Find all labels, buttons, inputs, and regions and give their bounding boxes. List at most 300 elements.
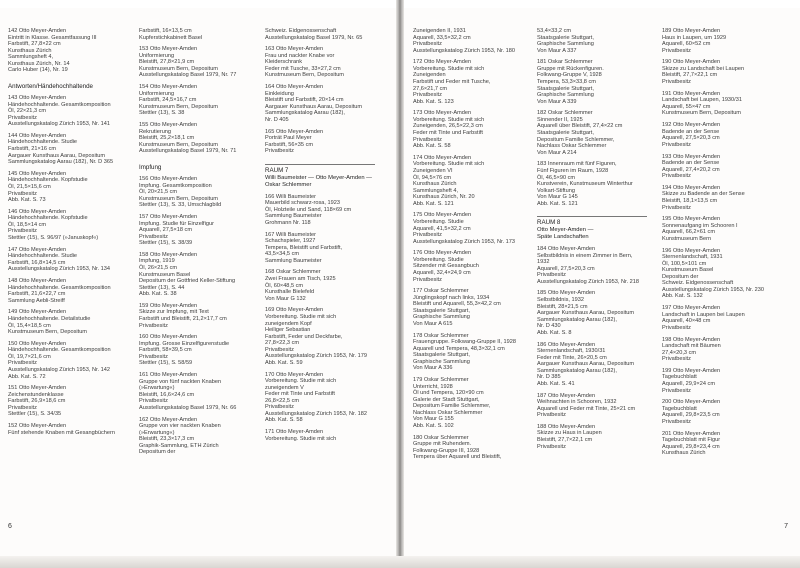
catalog-entry [265,46,381,79]
entry-line: Privatbesitz [8,190,37,197]
entry-line: Landschaft in Laupen bei Laupen [662,311,745,318]
catalog-entry [537,110,653,156]
entry-line: Privatbesitz [413,136,442,143]
entry-line: Händehochhaltende. Kopfstudie [8,215,88,222]
entry-line: Stettler (15), S. 34/35 [8,411,62,418]
entry-line: Farbstift, 21,6×22,7 cm [8,291,66,298]
catalog-entry [662,337,778,363]
entry-line: Gruppe von vier nackten Knaben [139,423,221,430]
entry-line: Stettler (13), S. 33, Umschlagbild [139,202,222,209]
entry-line: Sammlungsheft 4, [413,187,459,194]
entry-line: 43,5×34,5 cm [265,251,300,258]
entry-line: Kunsthaus Zürich [662,450,706,457]
entry-line: Kunstmuseum Bern, Depositum [662,110,741,117]
catalog-entry [413,155,529,207]
entry-line: Sammlungskatalog Aarau (182), [537,367,617,374]
entry-line: Öl, 21,5×15,6 cm [8,183,51,190]
entry-line: Fünf Figuren im Raum, 1928 [537,167,609,174]
entry-line: Sammlungskatalog Aarau (182), Nr. D 365 [8,159,114,166]
entry-line: Zuneigenden [413,72,446,79]
entry-line-first: 183 Innenraum mit fünf Figuren, [537,161,617,168]
entry-line-first: 151 Otto Meyer-Amden [8,385,67,392]
entry-line-first: 197 Otto Meyer-Amden [662,305,721,312]
entry-line: Badende an der Sense [662,128,720,135]
entry-line: Sitzender mit Gesangbuch [413,263,479,270]
entry-line-first: 185 Otto Meyer-Amden [537,290,596,297]
entry-line: Sammlung Baumeister [265,257,322,264]
catalog-entry [139,28,255,41]
catalog-entry [8,247,124,273]
entry-line: Bleistift, 27,7×22,1 cm [537,436,593,443]
entry-line: Vorbereitung. Studie mit sich [265,435,337,442]
entry-line: Privatbesitz [662,141,691,148]
catalog-entry [537,342,653,388]
entry-line: Privatbesitz [662,204,691,211]
entry-line: Kunsthaus Zürich [413,181,457,188]
entry-line: Bleistift, 18,1×13,5 cm [662,197,718,204]
entry-line: Farbstift und Feder mit Tusche, [413,79,491,86]
entry-line: Badende an der Sense [662,160,720,167]
entry-line: Tagebuchblatt [662,405,697,412]
entry-line: Aquarell, 29,8×23,4 cm [662,443,720,450]
entry-line: Aargauer Kunsthaus Aarau, Depositum [265,103,363,110]
entry-line: Kunstmuseum Bern, Depositum [139,141,218,148]
entry-line: Kunstmuseum Bern, Depositum [139,103,218,110]
entry-line-first: 196 Otto Meyer-Amden [662,247,721,254]
entry-line: Tempera, 53,3×33,8 cm [537,79,596,86]
catalog-entry [662,59,778,85]
entry-line: Privatbesitz [662,356,691,363]
entry-line: Galerie der Stadt Stuttgart, [413,396,480,403]
catalog-entry [537,290,653,336]
entry-line: Privatbesitz [662,418,691,425]
entry-line-first: Zuneigenden II, 1931 [413,28,466,34]
entry-line: Aquarell, 66,2×61 cm [662,229,716,236]
catalog-entry [413,250,529,283]
entry-line-first: 156 Otto Meyer-Amden [139,176,198,183]
entry-line-first: 165 Otto Meyer-Amden [265,128,324,135]
entry-line-first: 145 Otto Meyer-Amden [8,170,67,177]
catalog-entry [139,417,255,456]
entry-line-first: 190 Otto Meyer-Amden [662,59,721,66]
entry-line: Abb. Kat. S. 72 [8,373,46,380]
entry-line: Nachlass Oskar Schlemmer [413,409,483,416]
entry-line: Farbstift, 26,9×18,6 cm [8,398,66,405]
catalog-entry [139,372,255,411]
catalog-entry [139,334,255,367]
catalog-entry [413,288,529,327]
entry-line: Öl, 60×48,5 cm [265,282,304,289]
entry-line: Folkwang-Gruppe V, 1928 [537,72,602,79]
entry-line: Kunstmuseum Bern, Depositum [139,65,218,72]
entry-line: zuneigendem V [265,384,304,391]
entry-line: Aquarell, 29,9×24 cm [662,381,716,388]
catalog-entry [413,435,529,461]
entry-line: Privatbesitz [662,79,691,86]
entry-line: Händehochhaltende. Gesamtkomposition [8,284,111,291]
catalog-entry [662,305,778,331]
entry-line: Ausstellungskatalog Zürich 1953, Nr. 218 [537,278,639,285]
entry-line-first: 166 Willi Baumeister [265,193,316,200]
entry-line: Öl, 22×21,3 cm [8,108,47,115]
catalog-entry [662,216,778,242]
entry-line: Uniformierung [139,52,175,59]
room-subtitle [537,227,653,241]
entry-line: Frau und nackter Knabe vor [265,52,335,59]
entry-line: 27,8×22,3 cm [265,340,300,347]
entry-line: Grohmann Nr. 118 [265,219,311,226]
entry-line: Aquarell, 27,4×20,2 cm [662,166,720,173]
entry-line: Öl, 46,5×90 cm [537,174,576,181]
entry-line: Von Maur A 615 [413,321,453,327]
page-edge [0,556,800,568]
entry-line: Nr. D 405 [265,116,289,123]
entry-line: Vorbereitung. Studie mit sich [265,378,337,385]
catalog-entry [537,393,653,419]
entry-line: Einkleidung [265,90,294,97]
entry-line: Frauengruppe. Folkwang-Gruppe II, 1928 [413,339,516,346]
entry-line: Privatbesitz [413,276,442,283]
entry-line-first: 179 Oskar Schlemmer [413,377,469,384]
entry-line-first: 163 Otto Meyer-Amden [265,46,324,53]
entry-line: Gruppe mit Rückenfiguren. [537,65,604,72]
entry-line: Feder mit Tinte, 26×20,5 cm [537,354,607,361]
entry-line: Aquarell, 40×48 cm [662,318,711,325]
entry-line: Privatbesitz [537,272,566,279]
catalog-entry [537,246,653,285]
entry-line-first: 158 Otto Meyer-Amden [139,251,198,258]
entry-line: Graphische Sammlung [537,41,594,48]
entry-line: Staatsgalerie Stuttgart, [537,85,594,92]
entry-line: Nachlass Oskar Schlemmer [537,143,607,150]
entry-line-first: 53,4×33,2 cm [537,28,572,34]
entry-line: Farbstift, 24,5×16,7 cm [139,97,197,104]
entry-line-first: 195 Otto Meyer-Amden [662,216,721,223]
entry-line: Sammlung Aebli-Streiff [8,297,65,304]
catalog-entry [413,333,529,372]
entry-line: Skizze zu Badende an der Sense [662,191,745,198]
entry-line-first: 154 Otto Meyer-Amden [139,84,198,91]
entry-line: 27,4×20,3 cm [662,349,697,356]
entry-line: Privatbesitz [265,404,294,411]
entry-line: Aargauer Kunsthaus Aarau, Depositum [8,152,106,159]
entry-line: Öl und Tempera, 120×90 cm [413,390,484,397]
entry-line: Vorbereitung. Studie mit sich [413,161,485,168]
entry-line: Kunstmuseum Bern [662,235,712,242]
entry-line: Abb. Kat. S. 8 [537,329,572,336]
entry-line: Von Maur G 155 [413,416,454,423]
entry-line: Ausstellungskatalog Zürich 1953, Nr. 142 [8,367,110,374]
entry-line: Gruppe von fünf nackten Knaben [139,378,222,385]
entry-line: Privatbesitz [139,398,168,405]
entry-line: Farbstift, 56×35 cm [265,141,314,148]
entry-line-first: 146 Otto Meyer-Amden [8,208,67,215]
entry-line-first: 186 Otto Meyer-Amden [537,341,596,348]
entry-line: 26,8×22,5 cm [265,397,300,404]
entry-line: Bleistift und Farbstift, 20×14 cm [265,97,344,104]
entry-line: Privatbesitz [537,412,566,419]
catalog-column-4 [413,28,529,466]
entry-line-first: 184 Otto Meyer-Amden [537,246,596,253]
entry-line: Tempera über Aquarell und Bleistift, [413,454,502,461]
entry-line: Privatbesitz [662,324,691,331]
entry-line: Tagebuchblatt [662,374,697,381]
entry-line: Öl, 26×21,5 cm [139,264,178,271]
room-subtitle-line: Späte Landschaften [537,234,589,241]
entry-line: Staatsgalerie Stuttgart, [413,352,470,359]
entry-line: Öl, Holzteile und Sand, 118×69 cm [265,206,352,213]
entry-line-first: 174 Otto Meyer-Amden [413,154,472,161]
catalog-entry [265,84,381,123]
entry-line: Weihnachten in Schooren, 1932 [537,399,617,406]
catalog-column-1 [8,28,124,442]
entry-line: Händehochhaltende. Detailstudie [8,316,91,322]
entry-line: Händehochhaltende. Studie [8,253,78,260]
entry-line: Von Maur A 339 [537,98,577,105]
entry-line: Privatbesitz [413,41,442,48]
entry-line-first: 162 Otto Meyer-Amden [139,416,198,423]
entry-line: Staatsgalerie Stuttgart, [537,34,594,41]
catalog-entry [8,95,124,128]
entry-line-first: Schweiz. Eidgenossenschaft [265,28,337,34]
entry-line-first: 181 Oskar Schlemmer [537,59,593,66]
entry-line: Aquarell, 27,5×20,3 cm [662,135,720,142]
entry-line: Landschaft mit Bäumen [662,343,721,350]
entry-line: Bleistift, 25,2×18,1 cm [139,135,195,142]
entry-line: Farbstift, 16,8×14,5 cm [8,259,66,266]
entry-line: Kunsthaus Zürich [8,47,52,54]
catalog-entry [8,341,124,380]
entry-line: Jünglingskopf nach links, 1934 [413,294,490,301]
entry-line-first: 160 Otto Meyer-Amden [139,334,198,341]
entry-line: Privatbesitz [662,47,691,54]
entry-line: Abb. Kat. S. 123 [413,98,454,105]
entry-line: Kunstmuseum Bern, Depositum [265,72,344,79]
entry-line: Sonnenaufgang im Schooren I [662,222,738,229]
section-heading: Impfung [139,164,162,172]
entry-line: Privatbesitz [139,353,168,360]
catalog-entry [265,194,381,227]
entry-line: Feder mit Tusche, 33×27,2 cm [265,65,341,72]
catalog-entry [139,46,255,79]
entry-line: Uniformierung [139,90,175,97]
entry-line: Depositum der Gottfried Keller-Stiftung [139,278,236,285]
catalog-column-6 [662,28,778,462]
entry-line: Farbstift, 58×39,5 cm [139,347,192,354]
entry-line: Unterricht, 1928 [413,383,453,390]
entry-line-first: 155 Otto Meyer-Amden [139,122,198,129]
room-subtitle-line: Otto Meyer-Amden — [537,227,594,234]
catalog-entry [662,91,778,117]
entry-line: Abb. Kat. S. 102 [413,423,454,430]
entry-line: Privatbesitz [8,404,37,411]
catalog-entry [662,248,778,300]
entry-line-first: 177 Oskar Schlemmer [413,288,469,295]
entry-line: Abb. Kat. S. 132 [662,293,703,300]
entry-line: Privatbesitz [413,232,442,239]
entry-line: Bleistift, 28×21,5 cm [537,303,588,310]
entry-line-first: 198 Otto Meyer-Amden [662,336,721,343]
entry-line: Stettler (15), S. 58/59 [139,360,193,367]
entry-line: Vorbereitung. Studie [413,256,464,263]
catalog-entry [139,303,255,329]
catalog-entry [265,372,381,424]
entry-line: Selbstbildnis, 1932 [537,297,584,304]
entry-line: Ausstellungskatalog Basel 1979, Nr. 77 [139,72,237,79]
entry-line: (»Erwartung«) [139,385,175,392]
catalog-entry [413,110,529,149]
entry-line-first: 164 Otto Meyer-Amden [265,84,324,91]
entry-line: Aquarell, 41,5×32,2 cm [413,225,471,232]
catalog-entry [265,28,381,41]
catalog-entry [413,59,529,105]
entry-line: Nr. D 430 [537,323,561,330]
entry-line: 1932 [537,259,550,266]
entry-line: Mauerbild schwarz-rosa, 1923 [265,200,340,207]
entry-line: Aquarell, 60×52 cm [662,41,711,48]
entry-line-first: 153 Otto Meyer-Amden [139,46,198,53]
entry-line: Farbstift, Feder und Deckfarbe, [265,333,343,340]
catalog-entry [537,59,653,105]
entry-line: Graphische Sammlung [413,358,470,365]
entry-line: Aquarell, 27,5×18 cm [139,227,193,234]
entry-line: Kunstmuseum Basel [139,271,191,278]
entry-line-first: Farbstift, 16×13,5 cm [139,28,192,34]
entry-line: Öl, 100,5×101 cm [662,260,707,267]
entry-line: Abb. Kat. S. 59 [265,359,303,366]
entry-line: Aquarell, 33,5×32,2 cm [413,34,471,41]
room-subtitle-line: Oskar Schlemmer [265,181,312,188]
catalog-entry [139,122,255,155]
catalog-entry [139,176,255,209]
catalog-entry [537,28,653,54]
catalog-column-3 [265,28,381,447]
catalog-entry [662,185,778,211]
entry-line-first: 144 Otto Meyer-Amden [8,132,67,139]
entry-line: Nr. D 385 [537,374,561,381]
entry-line: Depositum der [662,273,699,280]
entry-line-first: 187 Otto Meyer-Amden [537,392,596,399]
entry-line-first: 191 Otto Meyer-Amden [662,90,721,97]
entry-line: Kunstverein, Kunstmuseum Winterthur [537,181,633,188]
entry-line: Sammlungsheft 4, [8,54,54,61]
entry-line: Abb. Kat. S. 121 [413,200,454,207]
entry-line: Bleistift, 23,3×17,3 cm [139,436,195,443]
entry-line: Abb. Kat. S. 58 [265,417,303,424]
entry-line: Feder mit Tinte und Farbstift [413,130,483,137]
room-title: RAUM 7 [265,167,289,175]
entry-line: Kupferstichkabinett Basel [139,34,203,41]
entry-line: Zuneigenden, 26,5×22,3 cm [413,123,483,130]
entry-line: Schweiz. Eidgenossenschaft [662,280,734,287]
catalog-entry [265,429,381,442]
entry-line: Privatbesitz [139,233,168,240]
entry-line: Tempera, Bleistift und Farbstift, [265,244,343,251]
entry-line: Depositum Familie Schlemmer, [413,403,491,410]
entry-line: Sammlungskatalog Aarau (182), [265,110,345,117]
catalog-entry [8,28,124,74]
entry-line: Öl, 20×21,5 cm [139,189,178,196]
catalog-entry [662,399,778,425]
entry-line: Landschaft bei Laupen, 1930/31 [662,97,742,104]
entry-line: Sammlungskatalog Aarau (182), [537,316,617,323]
section-heading: Antworten/Händehochhaltende [8,83,93,91]
entry-line: Händehochhaltende. Gesamtkomposition [8,101,111,108]
entry-line: Stettler (13), S. 38 [139,110,185,117]
entry-line: Kunstmuseum Bern, Depositum [139,195,218,202]
entry-line-first: 192 Otto Meyer-Amden [662,122,721,129]
catalog-entry [8,278,124,304]
entry-line: Staatsgalerie Stuttgart, [537,130,594,137]
entry-line: Aquarell und Feder mit Tinte, 25×21 cm [537,405,636,412]
entry-line: Händehochhaltende. Studie [8,139,78,146]
entry-line: Graphik-Sammlung, ETH Zürich [139,442,219,449]
entry-line: zuneigendem Kopf [265,320,312,327]
entry-line: Graphische Sammlung [413,314,470,321]
entry-line-first: 182 Oskar Schlemmer [537,110,593,117]
entry-line: Kunstmuseum Basel [662,267,714,274]
entry-line: Bleistift, 16,6×24,6 cm [139,391,195,398]
entry-line: Öl, 19,7×21,6 cm [8,353,51,360]
entry-line: Impfung. Studie für Einzelfigur [139,220,214,227]
entry-line: Ausstellungskatalog Basel 1979, Nr. 66 [139,404,237,411]
room-divider [265,164,375,165]
entry-line: Ausstellungskatalog Zürich 1953, Nr. 180 [413,47,515,54]
entry-line: Folkwang-Gruppe III, 1928 [413,447,480,454]
catalog-entry [8,309,124,335]
page-number-right: 7 [784,523,788,530]
entry-line: Öl, 18,5×14 cm [8,221,47,228]
entry-line-first: 199 Otto Meyer-Amden [662,367,721,374]
entry-line-first: 147 Otto Meyer-Amden [8,246,67,253]
entry-line-first: 175 Otto Meyer-Amden [413,212,472,219]
catalog-entry [413,28,529,54]
entry-line: Kleiderschrank [265,59,302,66]
entry-line: Händehochhaltende. Kopfstudie [8,177,88,184]
entry-line: Ausstellungskatalog Zürich 1953, Nr. 182 [265,410,367,417]
entry-line-first: 201 Otto Meyer-Amden [662,430,721,437]
entry-line: Bleistift und Aquarell, 55,3×42,2 cm [413,301,501,308]
entry-line: Staatsgalerie Stuttgart, [413,307,470,314]
entry-line-first: 157 Otto Meyer-Amden [139,213,198,220]
entry-line: Aquarell, 27,5×20,3 cm [537,265,595,272]
entry-line: Skizze zu Landschaft bei Laupen [662,65,745,72]
room-subtitle-line: Willi Baumeister — Otto Meyer-Amden — [265,175,372,182]
entry-line: Privatbesitz [8,360,37,367]
entry-line: Tagebuchblatt mit Figur [662,437,721,444]
entry-line: Aquarell, 29,8×23,5 cm [662,412,720,419]
catalog-entry [8,133,124,166]
entry-line: Händehochhaltende. Gesamtkomposition [8,347,111,354]
entry-line: Heiliger Sebastian [265,327,311,334]
entry-line: Farbstift und Bleistift, 21,2×17,7 cm [139,316,227,322]
entry-line-first: 167 Willi Baumeister [265,231,316,238]
catalog-column-5 [537,28,653,455]
entry-line-first: 169 Otto Meyer-Amden [265,307,324,314]
entry-line-first: 178 Oskar Schlemmer [413,332,469,339]
entry-line: Sammlung Baumeister [265,213,322,220]
entry-line: Rekrutierung [139,128,172,135]
entry-line: Sinnender II, 1925 [537,116,583,123]
catalog-entry [413,212,529,245]
entry-line-first: 150 Otto Meyer-Amden [8,340,67,347]
entry-line: Privatbesitz [8,114,37,121]
catalog-entry [662,368,778,394]
room-divider [537,216,647,217]
entry-line: Öl, 94,5×76 cm [413,174,452,181]
entry-line: Vorbereitung. Studie mit sich [413,116,485,123]
room-title: RAUM 8 [537,219,561,227]
